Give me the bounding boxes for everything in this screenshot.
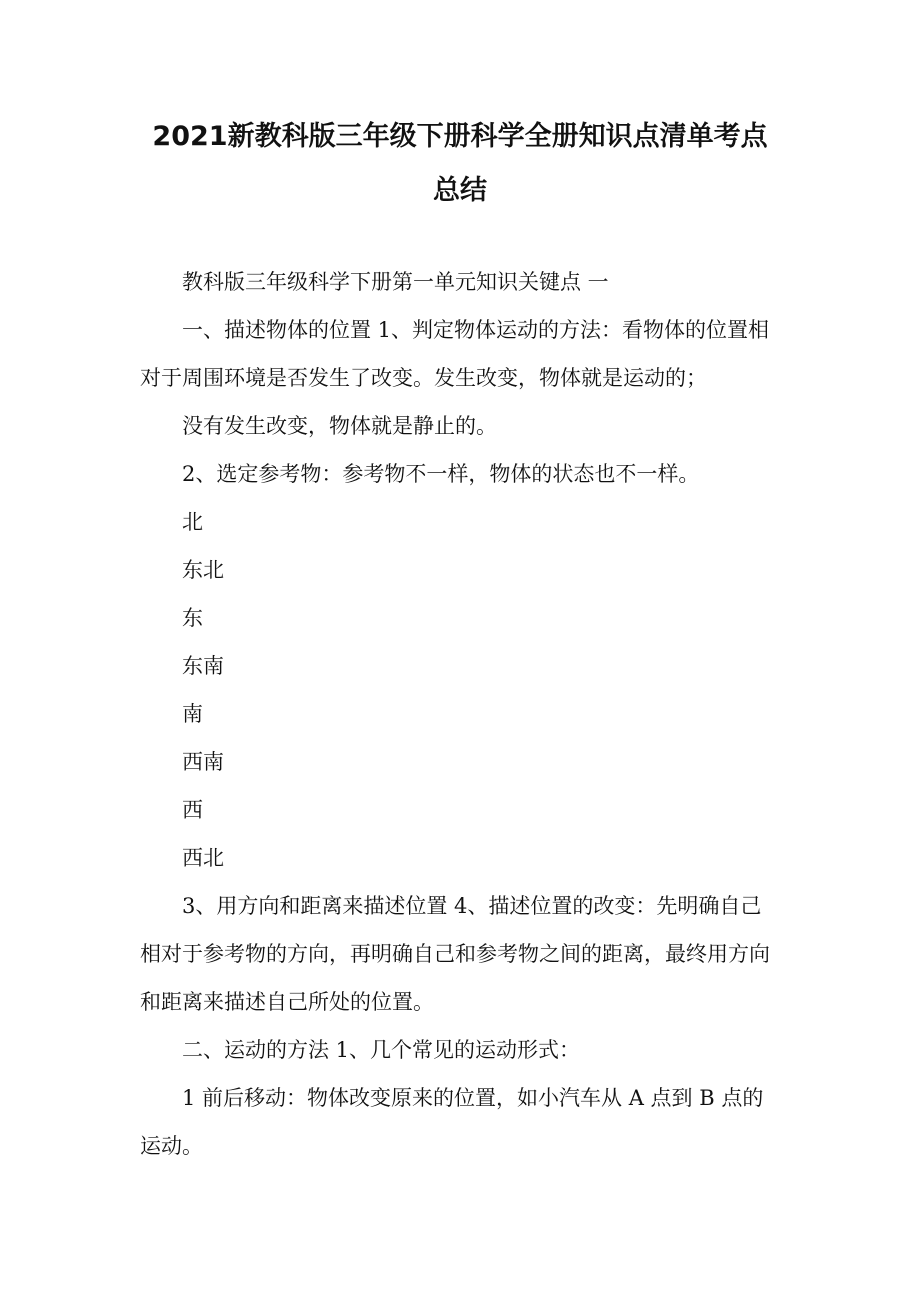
direction-northwest: 西北: [182, 846, 224, 870]
direction-northeast: 东北: [182, 558, 224, 582]
direction-southwest: 西南: [182, 750, 224, 774]
paragraph-motion-methods: 二、运动的方法 1、几个常见的运动形式：: [182, 1038, 581, 1062]
paragraph-direction-distance: 3、用方向和距离来描述位置 4、描述位置的改变：先明确自己相对于参考物的方向，再明确自己和参考物之间的距离，最终用方向和距离来描述自己所处的位置。: [140, 894, 770, 1014]
document-title: 2021新教科版三年级下册科学全册知识点清单考点总结: [152, 121, 768, 206]
paragraph-forward-backward: 1 前后移动：物体改变原来的位置，如小汽车从 A 点到 B 点的运动。: [140, 1086, 764, 1158]
paragraph-describe-position: 一、描述物体的位置 1、判定物体运动的方法：看物体的位置相对于周围环境是否发生了改变。发生改变，物体就是运动的；: [140, 318, 770, 390]
direction-south: 南: [182, 702, 203, 726]
paragraph-unit-heading: 教科版三年级科学下册第一单元知识关键点 一: [182, 270, 609, 294]
direction-north: 北: [182, 510, 203, 534]
paragraph-reference-object: 2、选定参考物：参考物不一样，物体的状态也不一样。: [182, 462, 700, 486]
paragraph-static-object: 没有发生改变，物体就是静止的。: [182, 414, 497, 438]
direction-east: 东: [182, 606, 203, 630]
direction-west: 西: [182, 798, 203, 822]
direction-southeast: 东南: [182, 654, 224, 678]
